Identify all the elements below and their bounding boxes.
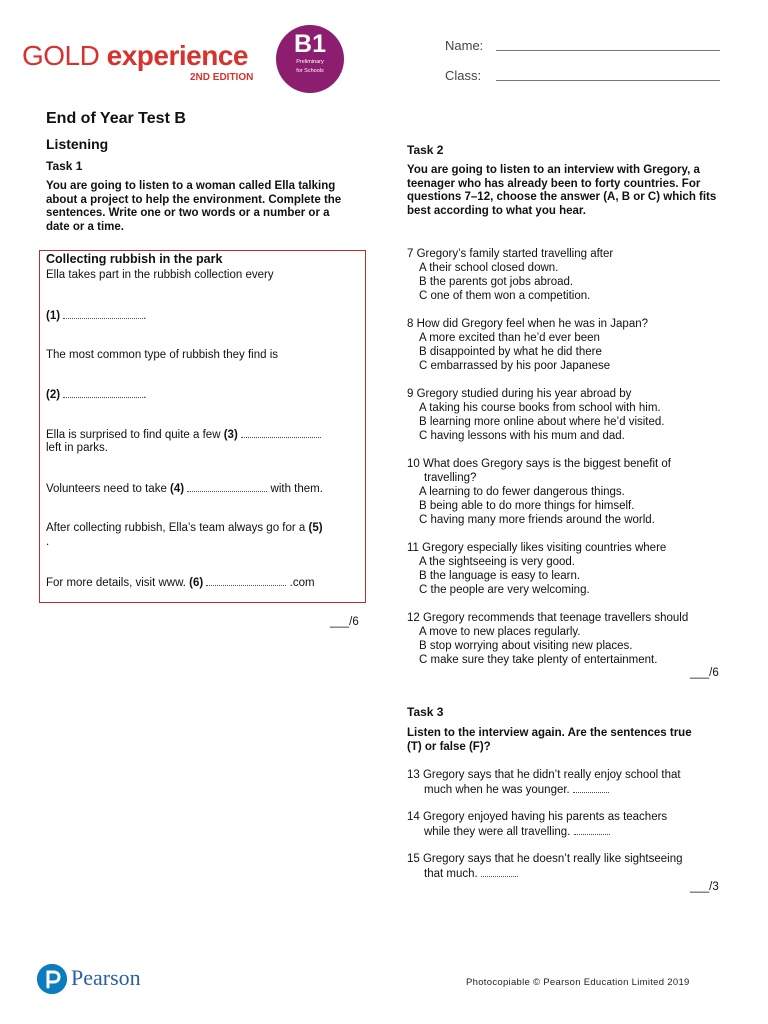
logo-experience-text: experience	[106, 40, 248, 71]
name-field[interactable]	[496, 50, 720, 51]
task1-box-title: Collecting rubbish in the park	[46, 252, 223, 266]
option-a[interactable]: A move to new places regularly.	[419, 626, 581, 638]
option-c[interactable]: C having lessons with his mum and dad.	[419, 430, 625, 442]
option-c[interactable]: C embarrassed by his poor Japanese	[419, 360, 611, 372]
task1-line6a: For more details, visit www.	[46, 577, 186, 589]
page-title: End of Year Test B	[46, 110, 186, 127]
task3-heading: Task 3	[407, 705, 444, 719]
task1-answer-row-6	[46, 575, 315, 590]
period: .	[143, 389, 147, 401]
task1-heading: Task 1	[46, 159, 83, 173]
option-c[interactable]: C having many more friends around the world.	[419, 514, 655, 526]
task1-answer-row-4	[46, 481, 323, 496]
task3-score: ___/3	[690, 881, 719, 893]
class-field[interactable]	[496, 80, 720, 81]
option-b[interactable]: B the parents got jobs abroad.	[419, 276, 574, 288]
question-7	[407, 247, 727, 303]
section-title: Listening	[46, 136, 109, 152]
task1-line1: Ella takes part in the rubbish collection every	[46, 269, 274, 281]
answer-blank-13[interactable]	[573, 782, 609, 793]
option-a[interactable]: A learning to do fewer dangerous things.	[419, 486, 625, 498]
answer-blank-1[interactable]	[63, 308, 143, 319]
task1-instructions: You are going to listen to a woman called Ella talking about a project to help the environment. Complete the sentences. Write one or two words or a number or a date or a time.	[46, 180, 342, 233]
question-12	[407, 611, 727, 667]
level-sub-1: Preliminary	[296, 59, 324, 65]
question-stem: 7 Gregory’s family started travelling after	[407, 248, 614, 260]
option-b[interactable]: B being able to do more things for himself.	[419, 500, 635, 512]
question-8	[407, 317, 727, 373]
question-stem: 9 Gregory studied during his year abroad by	[407, 388, 632, 400]
option-a[interactable]: A taking his course books from school with him.	[419, 402, 661, 414]
tf-line2: that much.	[424, 868, 478, 880]
task2-heading: Task 2	[407, 143, 444, 157]
question-stem: 10 What does Gregory says is the biggest benefit of	[407, 458, 672, 470]
question-13	[407, 768, 727, 797]
class-label: Class:	[445, 68, 482, 83]
copyright-footer: Photocopiable © Pearson Education Limited 2019	[466, 977, 690, 988]
task2-instructions: You are going to listen to an interview with Gregory, a teenager who has already been to forty countries. For questions 7–12, choose the answer (A, B or C) which fits best according to what you hear.	[407, 164, 717, 217]
task1-line6b: .com	[289, 577, 315, 589]
question-10	[407, 457, 727, 527]
tf-line1: 15 Gregory says that he doesn’t really like sightseeing	[407, 853, 683, 865]
task1-line4b: with them.	[270, 483, 323, 495]
level-sub-2: for Schools	[296, 68, 324, 74]
level-text: B1	[294, 30, 326, 58]
question-stem: 11 Gregory especially likes visiting countries where	[407, 542, 667, 554]
answer-blank-4[interactable]	[187, 481, 267, 492]
answer-blank-15[interactable]	[481, 866, 518, 877]
option-a[interactable]: A their school closed down.	[419, 262, 559, 274]
task1-answer-row-3	[46, 427, 321, 442]
option-b[interactable]: B stop worrying about visiting new places.	[419, 640, 633, 652]
question-stem-continued: travelling?	[424, 472, 477, 484]
task1-number-6: (6)	[189, 577, 204, 589]
answer-blank-6[interactable]	[206, 575, 286, 586]
option-b[interactable]: B learning more online about where he’d visited.	[419, 416, 665, 428]
tf-line2: much when he was younger.	[424, 784, 570, 796]
option-a[interactable]: A more excited than he’d ever been	[419, 332, 600, 344]
task1-number-4: (4)	[170, 483, 185, 495]
task1-answer-row-5	[46, 521, 323, 535]
task2-score: ___/6	[690, 667, 719, 679]
option-a[interactable]: A the sightseeing is very good.	[419, 556, 575, 568]
task1-number-1: (1)	[46, 310, 61, 322]
question-15	[407, 852, 727, 881]
answer-blank-2[interactable]	[63, 387, 143, 398]
tf-line1: 13 Gregory says that he didn’t really enjoy school that	[407, 769, 681, 781]
question-stem: 12 Gregory recommends that teenage travellers should	[407, 612, 689, 624]
option-c[interactable]: C make sure they take plenty of entertainment.	[419, 654, 658, 666]
task1-line5a: After collecting rubbish, Ella’s team always go for a	[46, 522, 306, 534]
logo-gold-text: GOLD	[22, 40, 100, 71]
task1-number-2: (2)	[46, 389, 61, 401]
question-11	[407, 541, 727, 597]
answer-blank-5-end[interactable]: .	[46, 536, 50, 548]
question-9	[407, 387, 727, 443]
task1-line4a: Volunteers need to take	[46, 483, 167, 495]
task3-instructions: Listen to the interview again. Are the sentences true (T) or false (F)?	[407, 727, 692, 753]
task1-line2: The most common type of rubbish they find is	[46, 349, 279, 361]
name-label: Name:	[445, 38, 484, 53]
pearson-logo-icon	[37, 964, 67, 994]
task1-number-3: (3)	[223, 429, 238, 441]
gold-experience-logo	[22, 40, 248, 72]
task1-score: ___/6	[330, 616, 359, 628]
option-b[interactable]: B the language is easy to learn.	[419, 570, 581, 582]
task1-answer-row-1	[46, 308, 146, 323]
answer-blank-14[interactable]	[574, 824, 610, 835]
pearson-logo-text: Pearson	[71, 965, 141, 990]
tf-line2: while they were all travelling.	[424, 826, 571, 838]
option-c[interactable]: C the people are very welcoming.	[419, 584, 590, 596]
question-14	[407, 810, 727, 839]
b1-level-badge	[276, 25, 344, 93]
task1-number-5: (5)	[308, 522, 323, 534]
task1-line3a: Ella is surprised to find quite a few	[46, 429, 221, 441]
task1-answer-row-2	[46, 387, 146, 402]
tf-line1: 14 Gregory enjoyed having his parents as teachers	[407, 811, 668, 823]
task1-line3b: left in parks.	[46, 442, 108, 454]
option-c[interactable]: C one of them won a competition.	[419, 290, 591, 302]
period: .	[143, 310, 147, 322]
option-b[interactable]: B disappointed by what he did there	[419, 346, 602, 358]
question-stem: 8 How did Gregory feel when he was in Japan?	[407, 318, 649, 330]
edition-label: 2ND EDITION	[190, 72, 254, 83]
answer-blank-3[interactable]	[241, 427, 321, 438]
